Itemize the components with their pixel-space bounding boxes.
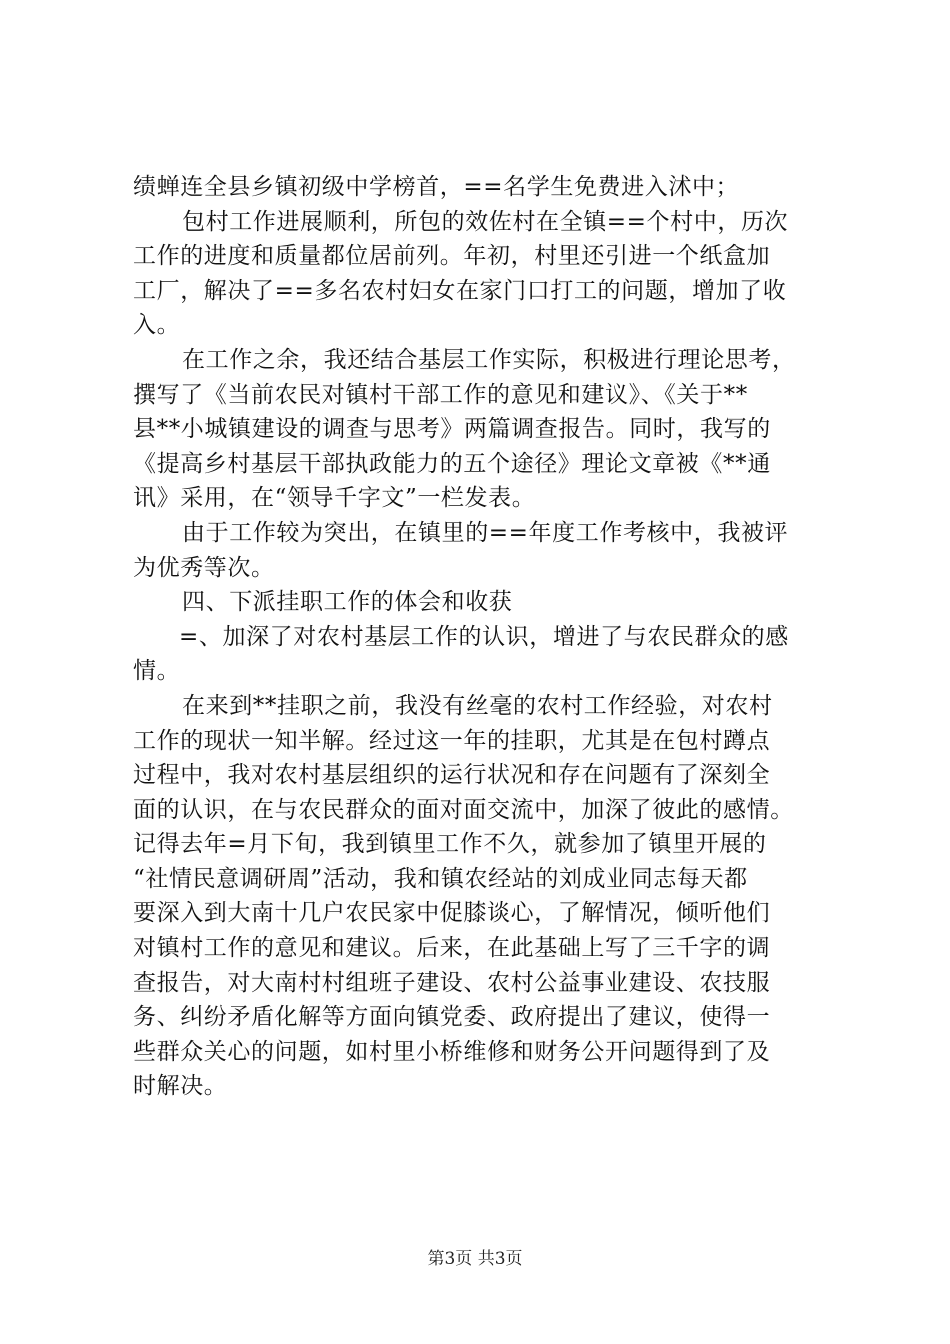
text-line: 《提高乡村基层干部执政能力的五个途径》理论文章被《**通 — [133, 450, 771, 477]
subsection-heading: =、加深了对农村基层工作的认识，增进了与农民群众的感 — [179, 623, 789, 650]
text-line: “社情民意调研周”活动，我和镇农经站的刘成业同志每天都 — [133, 865, 748, 892]
paragraph-start-line: 由于工作较为突出，在镇里的==年度工作考核中，我被评 — [182, 519, 789, 546]
text-line: 时解决。 — [133, 1073, 228, 1100]
text-line: 面的认识，在与农民群众的面对面交流中，加深了彼此的感情。 — [133, 796, 794, 823]
text-line: 务、纠纷矛盾化解等方面向镇党委、政府提出了建议，使得一 — [133, 1004, 771, 1031]
text-line: 要深入到大南十几户农民家中促膝谈心，了解情况，倾听他们 — [133, 900, 771, 927]
text-line: 工作的进度和质量都位居前列。年初，村里还引进一个纸盒加 — [133, 243, 771, 270]
paragraph-start-line: 在来到**挂职之前，我没有丝毫的农村工作经验，对农村 — [182, 692, 773, 719]
text-line: 讯》采用，在“领导千字文”一栏发表。 — [133, 485, 536, 512]
text-line: 过程中，我对农村基层组织的运行状况和存在问题有了深刻全 — [133, 762, 771, 789]
document-body — [133, 170, 843, 1104]
paragraph-start-line: 在工作之余，我还结合基层工作实际，积极进行理论思考， — [182, 346, 796, 373]
section-heading: 四、下派挂职工作的体会和收获 — [182, 589, 513, 616]
text-line: 情。 — [133, 658, 181, 685]
text-line: 撰写了《当前农民对镇村干部工作的意见和建议》、《关于** — [133, 381, 748, 408]
text-line: 查报告，对大南村村组班子建设、农村公益事业建设、农技服 — [133, 969, 771, 996]
text-line: 工作的现状一知半解。经过这一年的挂职，尤其是在包村蹲点 — [133, 727, 771, 754]
page-number-footer: 第3页 共3页 — [427, 1249, 523, 1269]
text-line: 些群众关心的问题，如村里小桥维修和财务公开问题得到了及 — [133, 1038, 771, 1065]
text-line: 工厂，解决了==多名农村妇女在家门口打工的问题，增加了收 — [133, 277, 787, 304]
paragraph-start-line: 包村工作进展顺利，所包的效佐村在全镇==个村中，历次 — [182, 208, 789, 235]
text-line: 入。 — [133, 312, 181, 339]
text-line: 绩蝉连全县乡镇初级中学榜首，==名学生免费进入沭中； — [133, 174, 740, 200]
text-line: 对镇村工作的意见和建议。后来，在此基础上写了三千字的调 — [133, 935, 771, 962]
text-line: 县**小城镇建设的调查与思考》两篇调查报告。同时，我写的 — [133, 416, 771, 443]
text-line: 记得去年=月下旬，我到镇里工作不久，就参加了镇里开展的 — [133, 831, 767, 858]
text-line: 为优秀等次。 — [133, 554, 275, 581]
